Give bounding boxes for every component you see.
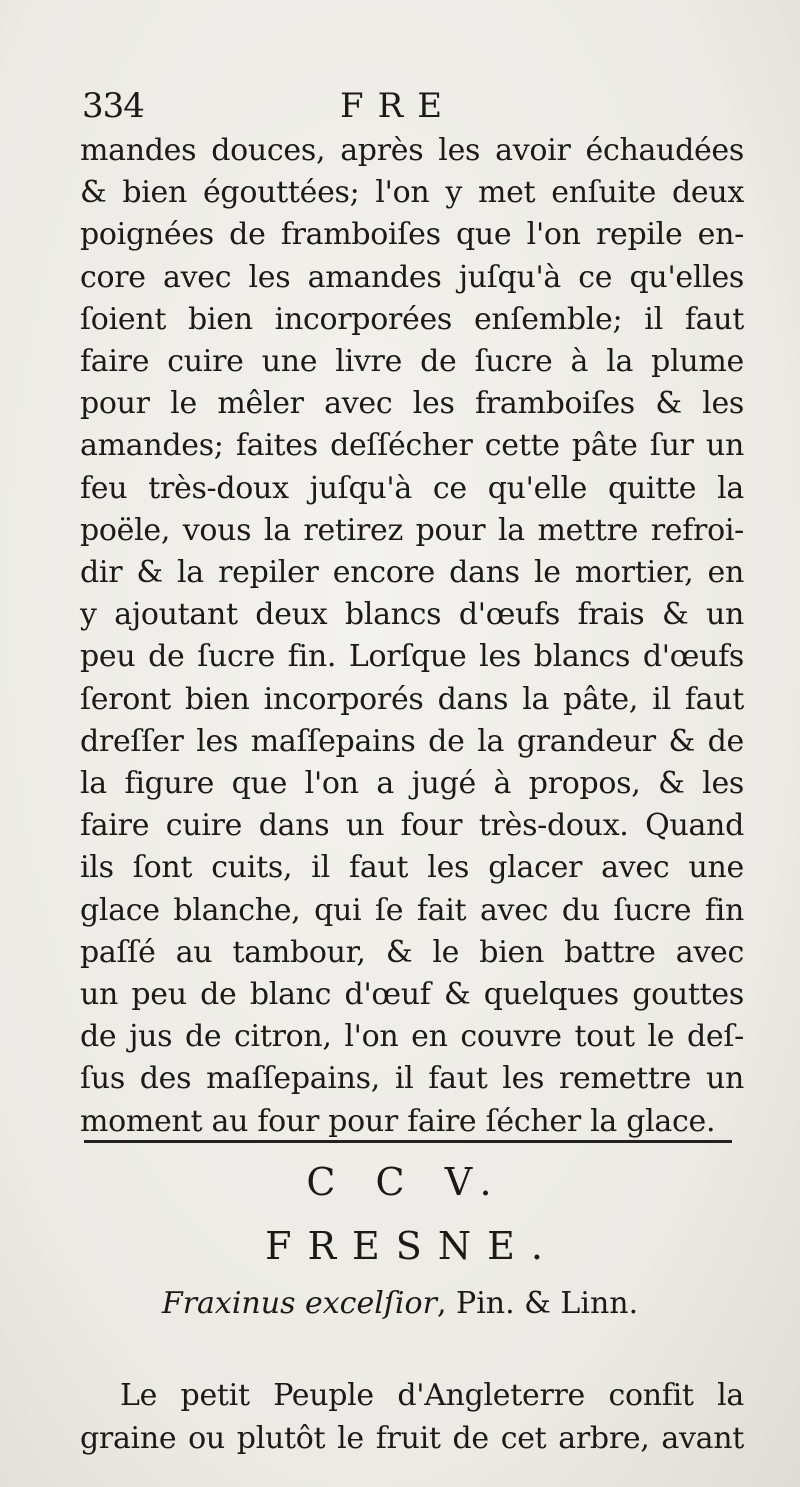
text-line: y ajoutant deux blancs d'œufs frais & un: [80, 597, 744, 633]
text-line: dir & la repiler encore dans le mortier, en: [80, 555, 744, 591]
text-line: core avec les amandes juſqu'à ce qu'elles: [80, 259, 744, 295]
section-title: FRESNE.: [265, 1224, 559, 1268]
text-line: feu très-doux juſqu'à ce qu'elle quitte la: [80, 470, 744, 506]
text-line: la figure que l'on a jugé à propos, & les: [80, 766, 744, 802]
text-line: paſſé au tambour, & le bien battre avec: [80, 934, 744, 970]
text-line: moment au four pour faire ſécher la glace.: [80, 1103, 716, 1139]
text-line: ſeront bien incorporés dans la pâte, il faut: [80, 681, 744, 717]
text-line: ſus des maſſepains, il faut les remettre un: [80, 1061, 744, 1097]
text-line: graine ou plutôt le fruit de cet arbre, avant: [80, 1421, 744, 1456]
text-line: poële, vous la retirez pour la mettre refroi-: [80, 512, 744, 548]
botanical-name: [0, 1286, 800, 1321]
text-line: & bien égouttées; l'on y met enſuite deux: [80, 175, 744, 211]
text-line: pour le mêler avec les framboiſes & les: [80, 386, 744, 422]
text-line: ſoient bien incorporées enſemble; il faut: [80, 301, 744, 337]
section-divider: [84, 1140, 732, 1143]
text-line: mandes douces, après les avoir échaudées: [80, 133, 744, 168]
second-paragraph: [80, 1374, 744, 1460]
text-line: glace blanche, qui ſe fait avec du ſucre fin: [80, 892, 744, 928]
botanical-authority: , Pin. & Linn.: [436, 1286, 639, 1321]
main-paragraph: [80, 130, 744, 1143]
latin-name: Fraxinus excelſior: [161, 1286, 437, 1321]
text-line: faire cuire dans un four très-doux. Quand: [80, 808, 744, 844]
text-line: ils ſont cuits, il faut les glacer avec une: [80, 850, 744, 886]
text-line: de jus de citron, l'on en couvre tout le deſ-: [80, 1019, 744, 1055]
text-line: faire cuire une livre de ſucre à la plume: [80, 344, 744, 380]
section-number: C C V.: [306, 1160, 506, 1204]
text-line: un peu de blanc d'œuf & quelques gouttes: [80, 977, 744, 1013]
page-header: [82, 86, 750, 136]
text-line: peu de ſucre fin. Lorſque les blancs d'œufs: [80, 639, 744, 675]
text-line: amandes; faites deſſécher cette pâte ſur un: [80, 428, 744, 464]
text-line: Le petit Peuple d'Angleterre confit la: [120, 1378, 744, 1413]
page-number: 334: [82, 86, 144, 126]
text-line: dreſſer les maſſepains de la grandeur & de: [80, 723, 744, 759]
text-line: poignées de framboiſes que l'on repile en-: [80, 217, 744, 253]
running-head: FRE: [340, 86, 457, 126]
